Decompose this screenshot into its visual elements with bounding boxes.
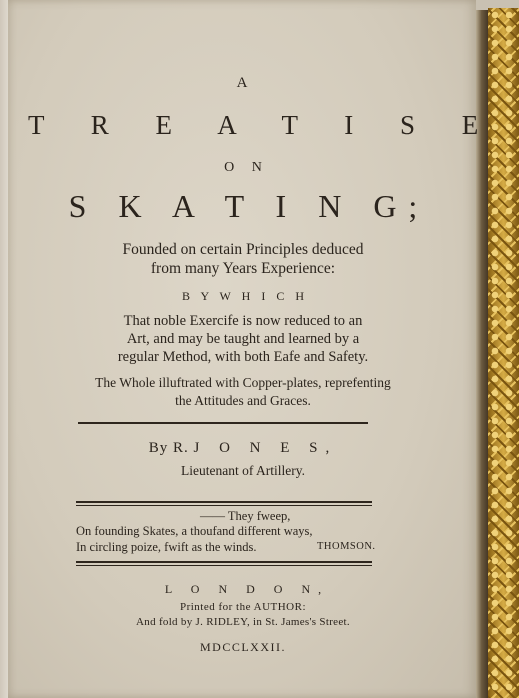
imprint-city: L O N D O N, (164, 582, 330, 596)
subtitle (8, 240, 478, 278)
author-prefix: By R. (148, 440, 189, 456)
epigraph-line: —— They fweep, (200, 509, 291, 523)
divider-rule (78, 422, 368, 424)
description-line: That noble Exercife is now reduced to an (123, 313, 363, 329)
subtitle-line: from many Years Experience: (150, 260, 336, 277)
title-preposition: O N (224, 160, 269, 175)
title-article: A (236, 75, 250, 91)
imprint-printed-for: Printed for the AUTHOR: (179, 601, 307, 613)
description-line: regular Method, with both Eafe and Safety. (117, 349, 369, 365)
epigraph-rule-bottom (76, 561, 372, 563)
epigraph-line: On founding Skates, a thoufand different ways, (76, 524, 313, 538)
epigraph-rule-top-thin (76, 505, 372, 506)
imprint-date: MDCCLXXII. (200, 640, 286, 654)
illustration-line: The Whole illuftrated with Copper-plates, reprefenting (95, 375, 391, 390)
description-line: Art, and may be taught and learned by a (126, 331, 360, 347)
epigraph-rule-bottom-thin (76, 565, 372, 566)
subtitle-line: Founded on certain Principles deduced (122, 241, 364, 258)
illustration-line: the Attitudes and Graces. (175, 393, 311, 408)
author-rank: Lieutenant of Artillery. (181, 463, 305, 478)
title-main-word: T R E A T I S E (28, 110, 499, 140)
title-subject: S K A T I N G; (68, 188, 430, 224)
epigraph-attribution: THOMSON. (317, 541, 376, 552)
description (8, 312, 478, 366)
author-surname: J O N E S, (193, 440, 338, 456)
illustration-note (8, 374, 478, 410)
imprint-sold-by: And fold by J. RIDLEY, in St. James's Street. (136, 616, 350, 628)
epigraph-rule-top (76, 501, 372, 503)
by-which-heading: B Y W H I C H (181, 289, 308, 303)
author-line (8, 440, 478, 457)
epigraph-line: In circling poize, fwift as the winds. (76, 540, 257, 554)
